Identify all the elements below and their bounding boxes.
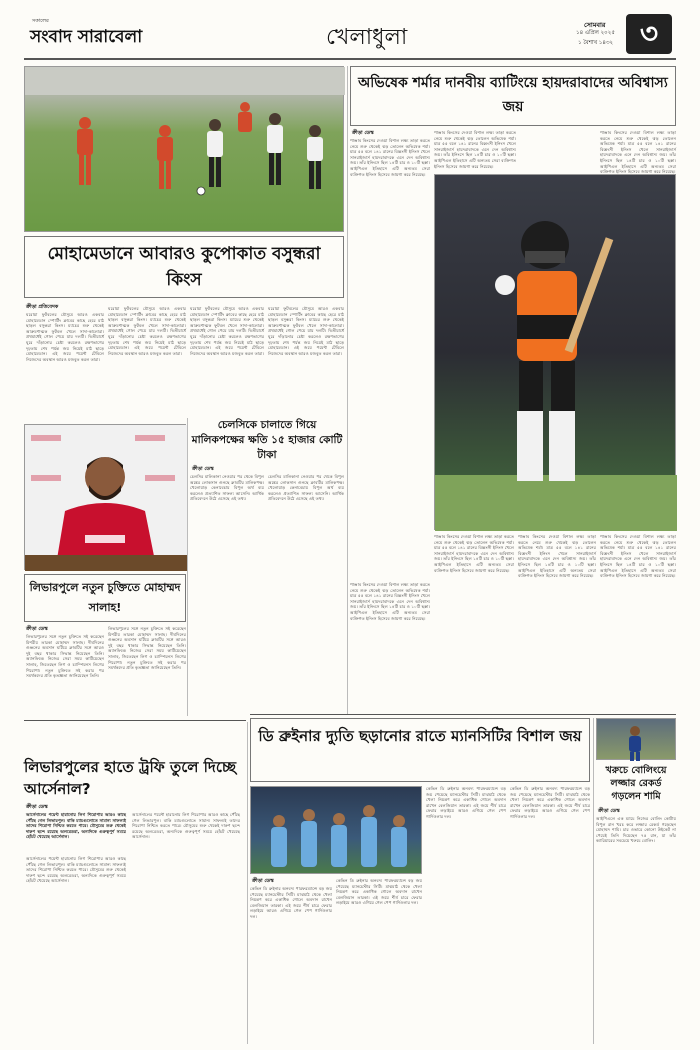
story4-body-col3: পাঞ্জাব কিংসের দেওয়া বিশাল লক্ষ্য তাড়া করতে নেমে শুরু থেকেই ঝড় তোলেন অভিষেক শর্মা। মাত্র ৫৫ বলে ১৪১ রানের বিধ্বংসী ইনিংস খেলে সানরাইজার্স হায়দরাবাদকে এনে দেন অবিশ্বাস্য জয়। তাঁর ইনিংসে ছিল ১৪টি চার ও ১০টি ছক্কা। আইপিএল ইতিহাসে এটি অন্যতম সেরা ব্যক্তিগত ইনিংস হিসেবে জায়গা করে নিয়েছে।	[600, 130, 676, 175]
story4-headline: অভিষেক শর্মার দানবীয় ব্যাটিংয়ে হায়দরাবাদের অবিশ্বাস্য জয়	[358, 75, 668, 115]
story1-body-col4: ঘরোয়া ফুটবলের মৌসুমে আরও একবার মোহামেডান স্পোর্টিং ক্লাবের কাছে হেরে মাঠ ছাড়ল বসুন্ধরা কিংস। ম্যাচের শুরু থেকেই আক্রমণাত্মক ফুটবল খেলে সাদা-কালোরা। প্রথমার্ধেই গোল পেয়ে যায় দলটি। দ্বিতীয়ার্ধে ঘুরে দাঁড়ানোর চেষ্টা করলেও রক্ষণভাগের দৃঢ়তায় শেষ পর্যন্ত জয় নিয়েই মাঠ ছাড়ে মোহামেডান। এই জয়ে পয়েন্ট টেবিলে নিজেদের অবস্থান আরও মজবুত করল তারা।	[268, 306, 344, 356]
man-city-celebration-photo	[250, 786, 422, 874]
abhishek-sharma-photo	[434, 174, 676, 530]
celebration-illustration	[251, 787, 423, 875]
story1-body-col2: ঘরোয়া ফুটবলের মৌসুমে আরও একবার মোহামেডান স্পোর্টিং ক্লাবের কাছে হেরে মাঠ ছাড়ল বসুন্ধরা কিংস। ম্যাচের শুরু থেকেই আক্রমণাত্মক ফুটবল খেলে সাদা-কালোরা। প্রথমার্ধেই গোল পেয়ে যায় দলটি। দ্বিতীয়ার্ধে ঘুরে দাঁড়ানোর চেষ্টা করলেও রক্ষণভাগের দৃঢ়তায় শেষ পর্যন্ত জয় নিয়েই মাঠ ছাড়ে মোহামেডান। এই জয়ে পয়েন্ট টেবিলে নিজেদের অবস্থান আরও মজবুত করল তারা।	[108, 306, 186, 356]
story4-body-col2b: পাঞ্জাব কিংসের দেওয়া বিশাল লক্ষ্য তাড়া করতে নেমে শুরু থেকেই ঝড় তোলেন অভিষেক শর্মা। মাত্র ৫৫ বলে ১৪১ রানের বিধ্বংসী ইনিংস খেলে সানরাইজার্স হায়দরাবাদকে এনে দেন অবিশ্বাস্য জয়। তাঁর ইনিংসে ছিল ১৪টি চার ও ১০টি ছক্কা। আইপিএল ইতিহাসে এটি অন্যতম সেরা ব্যক্তিগত ইনিংস হিসেবে জায়গা করে নিয়েছে।	[434, 534, 514, 573]
story6-byline: ক্রীড়া ডেস্ক	[252, 878, 274, 884]
story3-body-col2: আর্সেনালের পয়েন্ট হারানোয় লিগ শিরোপার আরও কাছে পৌঁছে গেল লিভারপুল। বাকি ম্যাচগুলোতে সামান্য সাফল্যই তাদের শিরোপা নিশ্চিত করতে পারে। মৌসুমের শুরু থেকেই দারুণ ছন্দে রয়েছে অলরেডরা, অন্যদিকে গুরুত্বপূর্ণ সময়ে হোঁচট খেয়েছে আর্সেনাল।	[132, 812, 240, 840]
story1-byline: ক্রীড়া প্রতিবেদক	[26, 304, 59, 310]
story4-body-col1b: পাঞ্জাব কিংসের দেওয়া বিশাল লক্ষ্য তাড়া করতে নেমে শুরু থেকেই ঝড় তোলেন অভিষেক শর্মা। মাত্র ৫৫ বলে ১৪১ রানের বিধ্বংসী ইনিংস খেলে সানরাইজার্স হায়দরাবাদকে এনে দেন অবিশ্বাস্য জয়। তাঁর ইনিংসে ছিল ১৪টি চার ও ১০টি ছক্কা। আইপিএল ইতিহাসে এটি অন্যতম সেরা ব্যক্তিগত ইনিংস হিসেবে জায়গা করে নিয়েছে।	[350, 582, 430, 621]
column-divider	[593, 718, 594, 1044]
section-divider	[24, 720, 246, 721]
story6-headline-box	[250, 718, 590, 782]
newspaper-name: সংবাদ সারাবেলা	[30, 27, 143, 47]
story2-body-col1: লিভারপুলের সঙ্গে নতুন চুক্তিতে সই করেছেন মিশরীয় তারকা মোহাম্মদ সালাহ। দীর্ঘদিনের গুঞ্জনের অবসান ঘটিয়ে ক্লাবটির সঙ্গে আরও দুই বছর থাকার সিদ্ধান্ত নিয়েছেন তিনি। অ্যানফিল্ডে নিজের সেরা সময় কাটিয়েছেন সালাহ, জিতেছেন লিগ ও চ্যাম্পিয়নস লিগের শিরোপা। নতুন চুক্তিতে সই করার পর সমর্থকদের প্রতি কৃতজ্ঞতা জানিয়েছেন তিনি।	[26, 634, 104, 679]
column-divider	[187, 418, 188, 716]
story4-body-col2: পাঞ্জাব কিংসের দেওয়া বিশাল লক্ষ্য তাড়া করতে নেমে শুরু থেকেই ঝড় তোলেন অভিষেক শর্মা। মাত্র ৫৫ বলে ১৪১ রানের বিধ্বংসী ইনিংস খেলে সানরাইজার্স হায়দরাবাদকে এনে দেন অবিশ্বাস্য জয়। তাঁর ইনিংসে ছিল ১৪টি চার ও ১০টি ছক্কা। আইপিএল ইতিহাসে এটি অন্যতম সেরা ব্যক্তিগত ইনিংস হিসেবে জায়গা করে নিয়েছে।	[434, 130, 516, 169]
story5-byline: ক্রীড়া ডেস্ক	[192, 466, 214, 472]
salah-signing-photo	[24, 424, 186, 570]
story5-headline: চেলসিকে চালাতে গিয়ে মালিকপক্ষের ক্ষতি ১৫ হাজার কোটি টাকা	[191, 419, 343, 461]
page-number: ৩	[639, 17, 659, 50]
shami-photo	[596, 718, 676, 760]
date-bengali: ১ বৈশাখ ১৪৩২	[578, 40, 614, 46]
bottom-section-rule	[250, 714, 676, 715]
match-illustration	[25, 67, 345, 233]
story5-body-col1: চেলসির মালিকানা নেওয়ার পর থেকে বিপুল অঙ্কের লোকসান গুনছে ক্লাবটির মালিকপক্ষ। খেলোয়াড় কেনাবেচায় বিপুল অর্থ ব্যয় করলেও প্রত্যাশিত সাফল্য আসেনি। আর্থিক প্রতিবেদনে উঠে এসেছে এই তথ্য।	[190, 474, 264, 502]
signing-illustration	[25, 425, 187, 571]
bowler-illustration	[597, 719, 677, 761]
column-divider	[247, 722, 248, 1044]
story4-body-col4: পাঞ্জাব কিংসের দেওয়া বিশাল লক্ষ্য তাড়া করতে নেমে শুরু থেকেই ঝড় তোলেন অভিষেক শর্মা। মাত্র ৫৫ বলে ১৪১ রানের বিধ্বংসী ইনিংস খেলে সানরাইজার্স হায়দরাবাদকে এনে দেন অবিশ্বাস্য জয়। তাঁর ইনিংসে ছিল ১৪টি চার ও ১০টি ছক্কা। আইপিএল ইতিহাসে এটি অন্যতম সেরা ব্যক্তিগত ইনিংস হিসেবে জায়গা করে নিয়েছে।	[600, 534, 676, 579]
story4-body-col3b: পাঞ্জাব কিংসের দেওয়া বিশাল লক্ষ্য তাড়া করতে নেমে শুরু থেকেই ঝড় তোলেন অভিষেক শর্মা। মাত্র ৫৫ বলে ১৪১ রানের বিধ্বংসী ইনিংস খেলে সানরাইজার্স হায়দরাবাদকে এনে দেন অবিশ্বাস্য জয়। তাঁর ইনিংসে ছিল ১৪টি চার ও ১০টি ছক্কা। আইপিএল ইতিহাসে এটি অন্যতম সেরা ব্যক্তিগত ইনিংস হিসেবে জায়গা করে নিয়েছে।	[518, 534, 596, 579]
date-day: সোমবার	[584, 21, 606, 29]
story7-body: আইপিএলে এক ম্যাচে নিজের বোলিং কোটায় বিপুল রান খরচ করে লজ্জার রেকর্ড গড়েছেন মোহাম্মদ শামি। চার ওভারে কোনো উইকেট না পেয়েই তিনি দিয়েছেন ৭৫ রান, যা তাঁর ক্যারিয়ারের সবচেয়ে খরুচে বোলিং।	[596, 816, 676, 844]
story2-headline: লিভারপুলে নতুন চুক্তিতে মোহাম্মদ সালাহ!	[29, 581, 181, 614]
story1-body-col3: ঘরোয়া ফুটবলের মৌসুমে আরও একবার মোহামেডান স্পোর্টিং ক্লাবের কাছে হেরে মাঠ ছাড়ল বসুন্ধরা কিংস। ম্যাচের শুরু থেকেই আক্রমণাত্মক ফুটবল খেলে সাদা-কালোরা। প্রথমার্ধেই গোল পেয়ে যায় দলটি। দ্বিতীয়ার্ধে ঘুরে দাঁড়ানোর চেষ্টা করলেও রক্ষণভাগের দৃঢ়তায় শেষ পর্যন্ত জয় নিয়েই মাঠ ছাড়ে মোহামেডান। এই জয়ে পয়েন্ট টেবিলে নিজেদের অবস্থান আরও মজবুত করল তারা।	[190, 306, 264, 356]
story4-body-col1: পাঞ্জাব কিংসের দেওয়া বিশাল লক্ষ্য তাড়া করতে নেমে শুরু থেকেই ঝড় তোলেন অভিষেক শর্মা। মাত্র ৫৫ বলে ১৪১ রানের বিধ্বংসী ইনিংস খেলে সানরাইজার্স হায়দরাবাদকে এনে দেন অবিশ্বাস্য জয়। তাঁর ইনিংসে ছিল ১৪টি চার ও ১০টি ছক্কা। আইপিএল ইতিহাসে এটি অন্যতম সেরা ব্যক্তিগত ইনিংস হিসেবে জায়গা করে নিয়েছে।	[350, 138, 430, 177]
story3-body-col1: আর্সেনালের পয়েন্ট হারানোয় লিগ শিরোপার আরও কাছে পৌঁছে গেল লিভারপুল। বাকি ম্যাচগুলোতে সামান্য সাফল্যই তাদের শিরোপা নিশ্চিত করতে পারে। মৌসুমের শুরু থেকেই দারুণ ছন্দে রয়েছে অলরেডরা, অন্যদিকে গুরুত্বপূর্ণ সময়ে হোঁচট খেয়েছে আর্সেনাল।	[26, 856, 126, 884]
story1-headline-box	[24, 236, 344, 298]
story3-lede: আর্সেনালের পয়েন্ট হারানোয় লিগ শিরোপার আরও কাছে পৌঁছে গেল লিভারপুল। বাকি ম্যাচগুলোতে সামান্য সাফল্যই তাদের শিরোপা নিশ্চিত করতে পারে। মৌসুমের শুরু থেকেই দারুণ ছন্দে রয়েছে অলরেডরা, অন্যদিকে গুরুত্বপূর্ণ সময়ে হোঁচট খেয়েছে আর্সেনাল।	[26, 812, 126, 840]
story1-body-col1: ঘরোয়া ফুটবলের মৌসুমে আরও একবার মোহামেডান স্পোর্টিং ক্লাবের কাছে হেরে মাঠ ছাড়ল বসুন্ধরা কিংস। ম্যাচের শুরু থেকেই আক্রমণাত্মক ফুটবল খেলে সাদা-কালোরা। প্রথমার্ধেই গোল পেয়ে যায় দলটি। দ্বিতীয়ার্ধে ঘুরে দাঁড়ানোর চেষ্টা করলেও রক্ষণভাগের দৃঢ়তায় শেষ পর্যন্ত জয় নিয়েই মাঠ ছাড়ে মোহামেডান। এই জয়ে পয়েন্ট টেবিলে নিজেদের অবস্থান আরও মজবুত করল তারা।	[26, 312, 104, 362]
story3-byline: ক্রীড়া ডেস্ক	[26, 804, 48, 810]
story7-byline: ক্রীড়া ডেস্ক	[598, 808, 620, 814]
story6-body-col4: কেভিন ডি ব্রুইনার অনবদ্য পারফরম্যান্সে বড় জয় পেয়েছে ম্যানচেস্টার সিটি। মাঝমাঠ থেকে খেলা নিয়ন্ত্রণ করে একাধিক গোলে অবদান রাখেন বেলজিয়ান তারকা। এই জয়ে শীর্ষ চারে ফেরার লড়াইয়ে আরও এগিয়ে গেল পেপ গার্দিওলার দল।	[510, 786, 590, 819]
football-match-photo	[24, 66, 344, 232]
story6-body-col3: কেভিন ডি ব্রুইনার অনবদ্য পারফরম্যান্সে বড় জয় পেয়েছে ম্যানচেস্টার সিটি। মাঝমাঠ থেকে খেলা নিয়ন্ত্রণ করে একাধিক গোলে অবদান রাখেন বেলজিয়ান তারকা। এই জয়ে শীর্ষ চারে ফেরার লড়াইয়ে আরও এগিয়ে গেল পেপ গার্দিওলার দল।	[426, 786, 506, 819]
page-number-badge	[626, 14, 672, 54]
story4-headline-box	[350, 66, 676, 126]
story4-byline: ক্রীড়া ডেস্ক	[352, 130, 374, 136]
section-title: খেলাধুলা	[326, 25, 408, 50]
story6-body-col1: কেভিন ডি ব্রুইনার অনবদ্য পারফরম্যান্সে বড় জয় পেয়েছে ম্যানচেস্টার সিটি। মাঝমাঠ থেকে খেলা নিয়ন্ত্রণ করে একাধিক গোলে অবদান রাখেন বেলজিয়ান তারকা। এই জয়ে শীর্ষ চারে ফেরার লড়াইয়ে আরও এগিয়ে গেল পেপ গার্দিওলার দল।	[250, 886, 332, 919]
date-english: ১৪ এপ্রিল ২০২৫	[576, 30, 615, 36]
masthead-tag: সকালের	[32, 18, 49, 24]
story2-body-col2: লিভারপুলের সঙ্গে নতুন চুক্তিতে সই করেছেন মিশরীয় তারকা মোহাম্মদ সালাহ। দীর্ঘদিনের গুঞ্জনের অবসান ঘটিয়ে ক্লাবটির সঙ্গে আরও দুই বছর থাকার সিদ্ধান্ত নিয়েছেন তিনি। অ্যানফিল্ডে নিজের সেরা সময় কাটিয়েছেন সালাহ, জিতেছেন লিগ ও চ্যাম্পিয়নস লিগের শিরোপা। নতুন চুক্তিতে সই করার পর সমর্থকদের প্রতি কৃতজ্ঞতা জানিয়েছেন তিনি।	[108, 626, 186, 671]
story1-headline: মোহামেডানে আবারও কুপোকাত বসুন্ধরা কিংস	[47, 244, 321, 290]
story2-byline: ক্রীড়া ডেস্ক	[26, 626, 48, 632]
story6-headline: ডি ব্রুইনার দ্যুতি ছড়ানোর রাতে ম্যানসিটির বিশাল জয়	[258, 727, 582, 745]
story2-headline-box	[24, 574, 186, 622]
column-divider	[347, 66, 348, 714]
story7-headline: খরুচে বোলিংয়ে লজ্জার রেকর্ড গড়লেন শামি	[605, 765, 667, 802]
story6-body-col2: কেভিন ডি ব্রুইনার অনবদ্য পারফরম্যান্সে বড় জয় পেয়েছে ম্যানচেস্টার সিটি। মাঝমাঠ থেকে খেলা নিয়ন্ত্রণ করে একাধিক গোলে অবদান রাখেন বেলজিয়ান তারকা। এই জয়ে শীর্ষ চারে ফেরার লড়াইয়ে আরও এগিয়ে গেল পেপ গার্দিওলার দল।	[336, 878, 422, 906]
batsman-illustration	[435, 175, 677, 531]
masthead	[0, 0, 700, 60]
story5-body-col2: চেলসির মালিকানা নেওয়ার পর থেকে বিপুল অঙ্কের লোকসান গুনছে ক্লাবটির মালিকপক্ষ। খেলোয়াড় কেনাবেচায় বিপুল অর্থ ব্যয় করলেও প্রত্যাশিত সাফল্য আসেনি। আর্থিক প্রতিবেদনে উঠে এসেছে এই তথ্য।	[268, 474, 344, 502]
masthead-rule	[24, 58, 676, 60]
story3-headline: লিভারপুলের হাতে ট্রফি তুলে দিচ্ছে আর্সেনাল?	[24, 758, 237, 798]
